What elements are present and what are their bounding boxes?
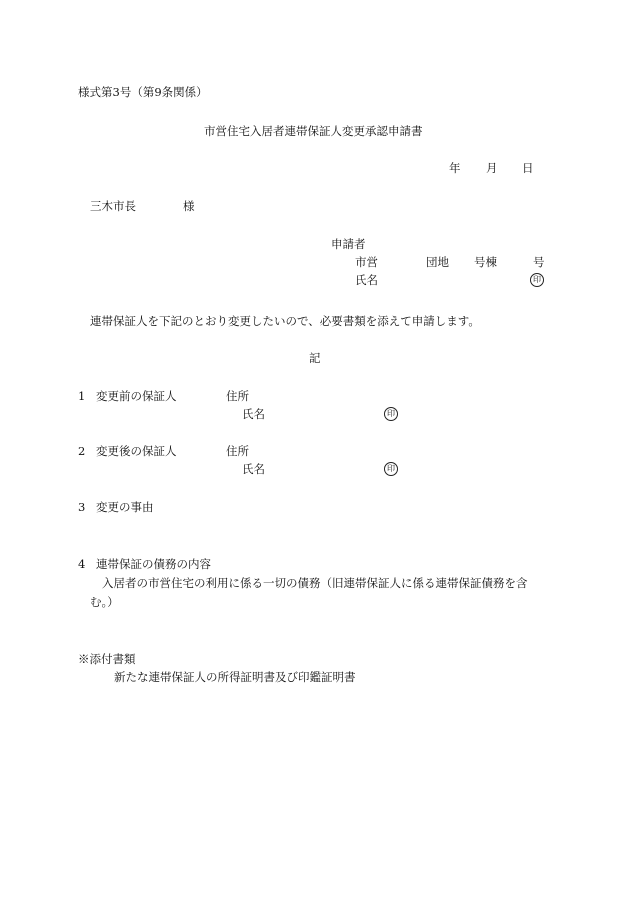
attachments-text: 新たな連帯保証人の所得証明書及び印鑑証明書 xyxy=(114,670,356,684)
item-3-label: 変更の事由 xyxy=(96,500,154,514)
applicant-name-label: 氏名 xyxy=(355,273,378,287)
applicant-complex: 団地 xyxy=(426,255,449,269)
form-number: 様式第3号（第9条関係） xyxy=(78,85,208,99)
addressee-name: 三木市長 xyxy=(90,199,136,213)
item-1-name-label: 氏名 xyxy=(242,407,265,421)
applicant-room: 号 xyxy=(533,255,545,269)
item-4-text-line-2: む。） xyxy=(90,595,119,609)
item-3-number: 3 xyxy=(78,500,86,514)
applicant-label: 申請者 xyxy=(331,237,366,251)
attachments-heading: ※添付書類 xyxy=(78,652,136,666)
applicant-seal-icon: 印 xyxy=(530,273,544,287)
date-year: 年 xyxy=(449,161,461,175)
item-1-address-label: 住所 xyxy=(226,389,249,403)
item-2-number: 2 xyxy=(78,444,86,458)
item-4-number: 4 xyxy=(78,557,86,571)
item-4-text-line-1: 入居者の市営住宅の利用に係る一切の債務（旧連帯保証人に係る連帯保証債務を含 xyxy=(102,576,528,590)
item-2-seal-icon: 印 xyxy=(384,462,398,476)
item-1-number: 1 xyxy=(78,389,86,403)
date-day: 日 xyxy=(522,161,534,175)
item-1-label: 変更前の保証人 xyxy=(96,389,177,403)
item-4-label: 連帯保証の債務の内容 xyxy=(96,557,211,571)
applicant-address-prefix: 市営 xyxy=(355,255,378,269)
item-2-address-label: 住所 xyxy=(226,444,249,458)
document-title: 市営住宅入居者連帯保証人変更承認申請書 xyxy=(204,124,423,138)
addressee-honorific: 様 xyxy=(183,199,195,213)
item-2-name-label: 氏名 xyxy=(242,462,265,476)
item-1-seal-icon: 印 xyxy=(384,407,398,421)
applicant-building: 号棟 xyxy=(474,255,497,269)
item-2-label: 変更後の保証人 xyxy=(96,444,177,458)
date-month: 月 xyxy=(486,161,498,175)
note-heading: 記 xyxy=(309,351,321,365)
intro-text: 連帯保証人を下記のとおり変更したいので、必要書類を添えて申請します。 xyxy=(90,314,480,328)
